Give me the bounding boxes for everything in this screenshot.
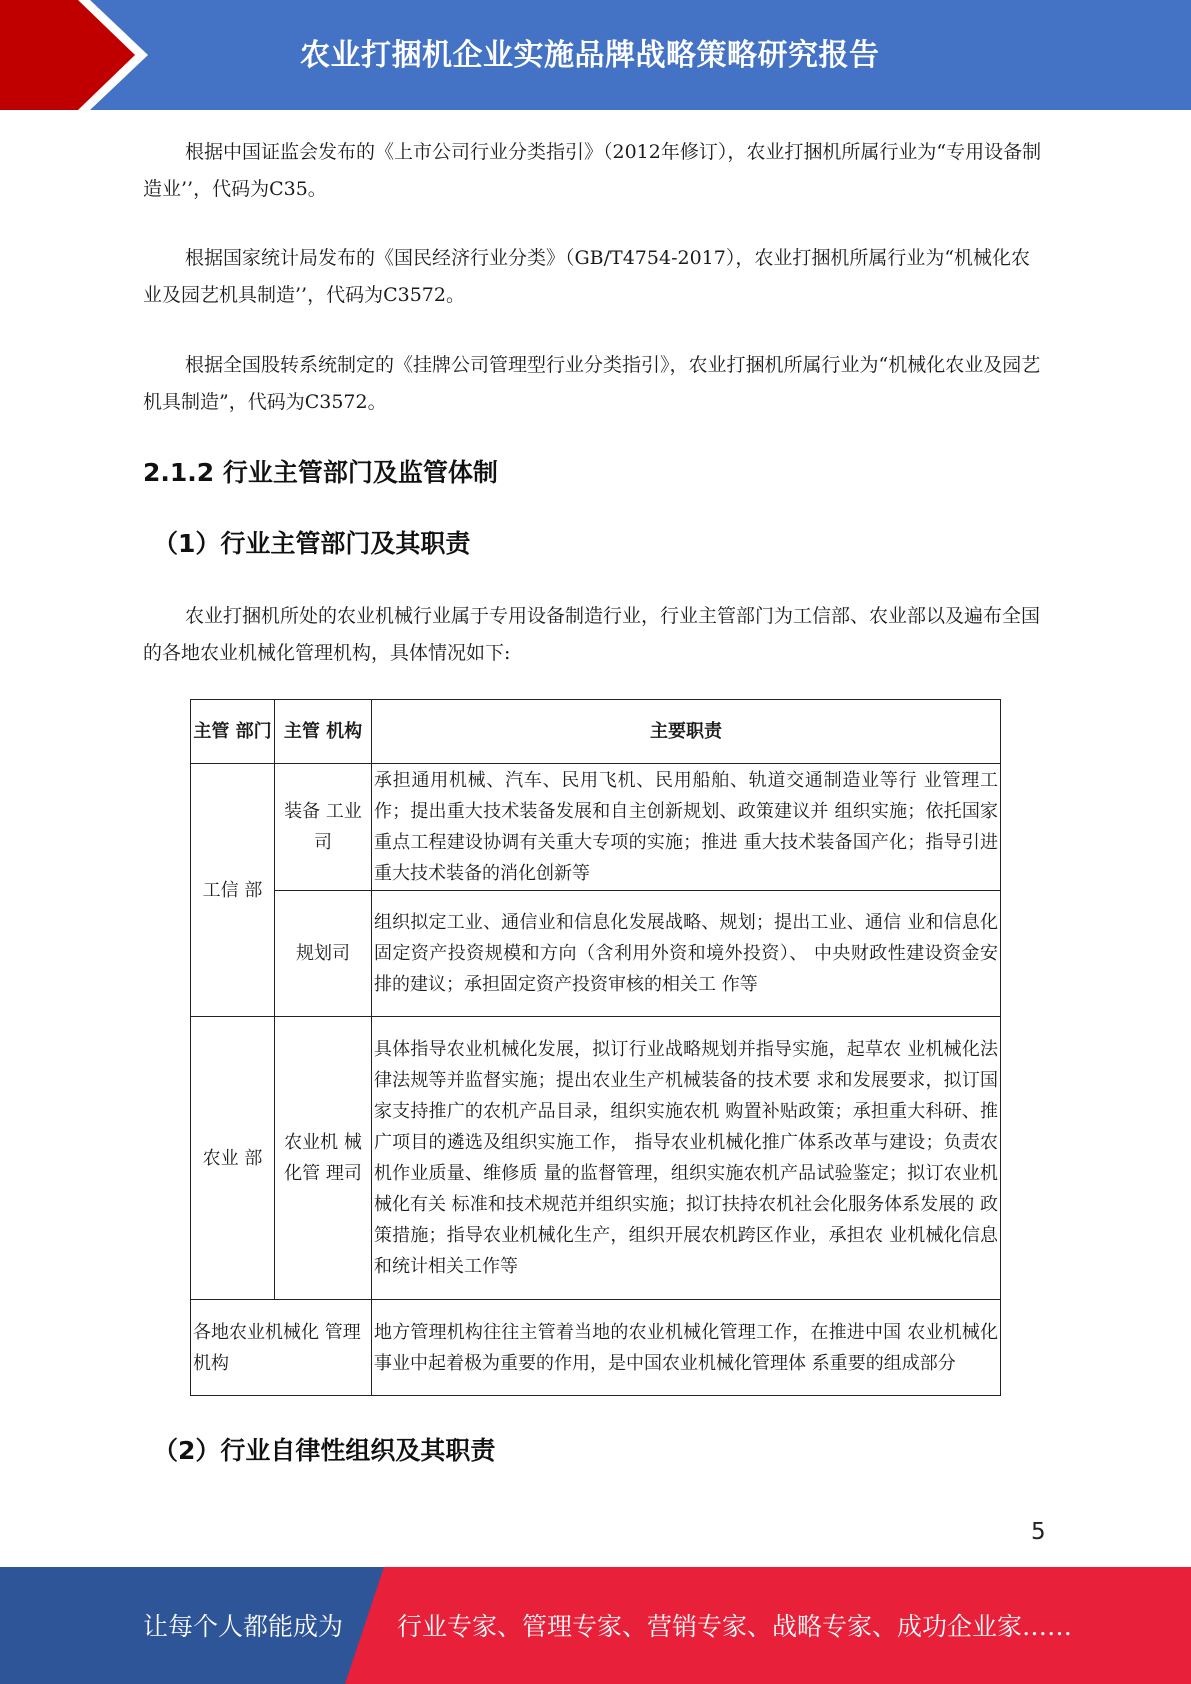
header-duty: 主要职责 <box>372 700 1001 764</box>
subsection-heading-self-regulatory: （2）行业自律性组织及其职责 <box>153 1436 496 1465</box>
table-row <box>191 1300 1001 1396</box>
paragraph-neeq-classification: 根据全国股转系统制定的《挂牌公司管理型行业分类指引》，农业打捆机所属行业为“机械化农业及园艺机具制造”，代码为C3572。 <box>143 354 1041 413</box>
paragraph-nbs-classification: 根据国家统计局发布的《国民经济行业分类》（GB/T4754-2017），农业打捆机所属行业为“机械化农业及园艺机具制造’’，代码为C3572。 <box>143 247 1031 306</box>
org-cell: 规划司 <box>275 891 372 1017</box>
page-number: 5 <box>1031 1519 1046 1545</box>
header-org: 主管 机构 <box>275 700 372 764</box>
page-footer <box>0 1567 1191 1684</box>
table-row <box>191 764 1001 891</box>
org-cell: 农业机 械化管 理司 <box>275 1017 372 1300</box>
duty-cell: 组织拟定工业、通信业和信息化发展战略、规划；提出工业、通信 业和信息化固定资产投资规模和方向（含利用外资和境外投资）、 中央财政性建设资金安排的建议；承担固定资产投资审核的相关工 作等 <box>372 891 1001 1017</box>
subsection-heading-departments: （1）行业主管部门及其职责 <box>153 529 471 558</box>
dept-cell: 工信 部 <box>191 764 275 1017</box>
section-heading: 2.1.2 行业主管部门及监管体制 <box>143 458 498 487</box>
header-dept: 主管 部门 <box>191 700 275 764</box>
duty-cell: 承担通用机械、汽车、民用飞机、民用船舶、轨道交通制造业等行 业管理工作；提出重大技术装备发展和自主创新规划、政策建议并 组织实施；依托国家重点工程建设协调有关重大专项的实施；推进 重大技术装备国产化；指导引进重大技术装备的消化创新等 <box>372 764 1001 891</box>
paragraph-department-intro: 农业打捆机所处的农业机械行业属于专用设备制造行业，行业主管部门为工信部、农业部以及遍布全国的各地农业机械化管理机构，具体情况如下: <box>143 605 1041 664</box>
duty-cell: 具体指导农业机械化发展，拟订行业战略规划并指导实施，起草农 业机械化法律法规等并监督实施；提出农业生产机械装备的技术要 求和发展要求，拟订国家支持推广的农机产品目录，组织实施农机 购置补贴政策；承担重大科研、推广项目的遴选及组织实施工作， 指导农业机械化推广体系改革与建设；负责农机作业质量、维修质 量的监督管理，组织实施农机产品试验鉴定；拟订农业机械化有关 标准和技术规范并组织实施；拟订扶持农机社会化服务体系发展的 政策措施；指导农业机械化生产，组织开展农机跨区作业，承担农 业机械化信息和统计相关工作等 <box>372 1017 1001 1300</box>
dept-cell: 各地农业机械化 管理机构 <box>191 1300 372 1396</box>
table-row <box>191 891 1001 1017</box>
report-title: 农业打捆机企业实施品牌战略策略研究报告 <box>300 38 880 73</box>
department-duties-table <box>190 699 1001 1396</box>
table-header-row <box>191 700 1001 764</box>
footer-slogan-right: 行业专家、管理专家、营销专家、战略专家、成功企业家…… <box>397 1612 1073 1641</box>
paragraph-csrc-classification: 根据中国证监会发布的《上市公司行业分类指引》（2012年修订），农业打捆机所属行业为“专用设备制造业’’，代码为C35。 <box>143 141 1042 200</box>
page-header <box>0 0 1191 110</box>
org-cell: 装备 工业司 <box>275 764 372 891</box>
table-row <box>191 1017 1001 1300</box>
duty-cell: 地方管理机构往往主管着当地的农业机械化管理工作，在推进中国 农业机械化事业中起着极为重要的作用，是中国农业机械化管理体 系重要的组成部分 <box>372 1300 1001 1396</box>
dept-cell: 农业 部 <box>191 1017 275 1300</box>
footer-slogan-left: 让每个人都能成为 <box>143 1612 344 1641</box>
